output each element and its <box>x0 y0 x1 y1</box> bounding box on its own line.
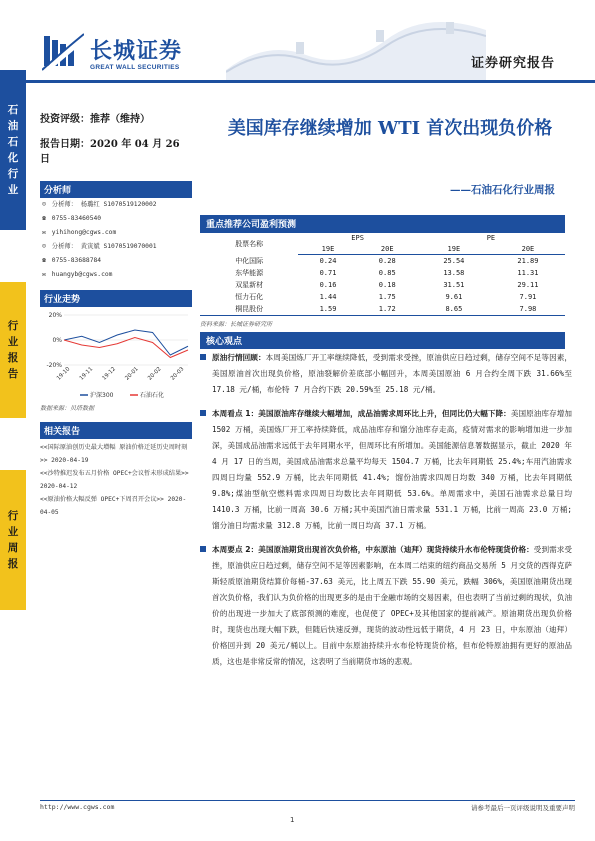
x-tick-label: 20-02 <box>147 366 163 382</box>
related-report-link[interactable]: <<原油价格大幅反弹 OPEC+下周召开会议>> 2020-04-05 <box>40 496 187 516</box>
earnings-forecast-source: 资料来源：长城证券研究所 <box>200 320 273 328</box>
legend-label: 石油石化 <box>140 392 165 399</box>
industry-trend-chart <box>40 309 192 401</box>
stock-name-cell: 中化国际 <box>235 256 264 265</box>
footer-divider <box>40 800 575 801</box>
sidebar-industry-char: 石 <box>7 136 19 148</box>
value-cell: 0.85 <box>378 268 396 277</box>
earnings-forecast-section <box>200 215 565 328</box>
value-cell: 8.65 <box>417 303 491 316</box>
col-year: 19E <box>417 244 491 255</box>
x-tick-label: 20-01 <box>124 366 140 382</box>
analyst-text: 0755-83460540 <box>51 215 102 222</box>
col-year: 19E <box>298 244 357 255</box>
sidebar-weekly-char: 周 <box>7 542 19 554</box>
value-cell: 1.75 <box>378 292 396 301</box>
x-tick-label: 19-11 <box>78 366 95 382</box>
analyst-row <box>40 198 190 212</box>
logo-icon <box>42 32 84 74</box>
table-row <box>200 303 565 316</box>
related-reports-title: 相关报告 <box>40 422 192 439</box>
report-type-label: 证券研究报告 <box>470 56 555 71</box>
value-cell: 11.31 <box>517 268 539 277</box>
analyst-row <box>40 212 190 226</box>
related-reports-list <box>40 441 190 519</box>
sidebar-report-char: 行 <box>7 320 19 332</box>
value-cell: 0.71 <box>319 268 337 277</box>
value-cell: 25.54 <box>443 256 465 265</box>
stock-name-cell: 双星新材 <box>235 280 264 289</box>
sidebar-weekly-char: 报 <box>7 558 19 570</box>
core-view-paragraph <box>212 542 572 670</box>
x-tick-label: 20-03 <box>169 366 186 382</box>
stock-name-cell: 桐昆股份 <box>200 303 298 316</box>
value-cell: 29.11 <box>517 280 539 289</box>
square-bullet-icon <box>200 354 206 360</box>
earnings-forecast-table <box>200 232 565 316</box>
paragraph-body: 本周美国炼厂开工率继续降低，受到需求受挫，原油供应日趋过剩，储存空间不足等因素，美国原油首次出现负价格，原油裂解价差底部小幅回升，本周美国原油 6 月合约全周下跌 31.66%至 17.18 元/桶，布伦特 7 月合约下跌 20.59%至 25.18 元/桶。 <box>212 353 573 394</box>
x-tick-label: 19-10 <box>55 366 72 382</box>
sidebar-industry-char: 化 <box>7 152 19 164</box>
analyst-text: 分析师： 黄寅斌 S1070519070001 <box>51 243 157 250</box>
analyst-row <box>40 240 190 254</box>
logo-chinese: 长城证券 <box>90 38 183 64</box>
investment-rating: 投资评级：推荐（维持） <box>40 114 150 125</box>
core-views-title: 核心观点 <box>200 332 565 349</box>
value-cell: 0.16 <box>319 280 337 289</box>
left-info-column <box>40 110 190 519</box>
header-divider <box>26 80 595 83</box>
paragraph-body: 美国原油库存增加 1502 万桶，美国炼厂开工率持续降低，成品油库存和馏分油库存走高，疫情对需求的影响增加进一步加深，美国成品油需求远低于去年同期水平，但周环比有所增加。美国能源信息署数据显示，截止 2020 年 4 月 17 日的当周，美国成品油需求总量平均每天 1504.7 万桶，比去年同期低 25.4%;车用汽油需求四周日均量 552.9 万桶，比去年同期低 41.4%; 馏份油需求四周日均数 340 万桶，比去年同期低 9.8%;煤油型航空燃料需求四周日均数比去年同期低 53.6%。单周需求中，美国石油需求总量日均 1410.3 万桶，比前一周高 30.6 万桶;其中美国汽油日需求量 531.1 万桶，比前一周高 23.0 万桶;馏分油日均需求量 312.8 万桶，比前一周日均高 37.1 万桶。 <box>212 409 572 530</box>
value-cell: 21.89 <box>517 256 539 265</box>
series-line-hs300 <box>64 330 188 355</box>
table-row <box>200 291 565 303</box>
paragraph-body: 受到需求受挫，原油供应日趋过剩，储存空间不足等因素影响，在本周二结束的纽约商品交易所 5 月交货的西得克萨斯轻质原油期货结算价每桶-37.63 美元，比上周五下跌 55.90 美元，跌幅 306%，美国原油期货出现首次负价格，我们认为负价格的出现更多的是由于金融市场的交易因素，但也表明了当前过剩的现状，负油价的出现进一步加大了底部预测的难度，也促使了 OPEC+及其他国家的提前减产。原油期货出现负价格时，现货也出现大幅下跌，但随后快速反弹，现货的波动性远低于期货，4 月 23 日，中东原油（迪拜）价格回升到 20 美元/桶以上。目前中东原油持续升水布伦特现货价格，但布伦特原油拥有更好的原油品质，这也是非常反常的情况，这表明了当前期货市场的悲观。 <box>212 545 572 666</box>
sidebar-industry-char: 行 <box>7 168 19 180</box>
stock-name-cell: 恒力石化 <box>235 292 264 301</box>
trend-chart-source: 数据来源：贝塔数据 <box>40 405 95 412</box>
report-date: 报告日期：2020 年 04 月 26 日 <box>40 139 180 165</box>
sidebar-weekly-tag <box>0 470 26 610</box>
table-row <box>200 267 565 279</box>
sidebar-industry-char: 油 <box>7 120 19 132</box>
sidebar-report-char: 业 <box>7 336 19 348</box>
related-report-link[interactable]: <<沙特推迟发布五月价格 OPEC+会议暂未形成结果>> 2020-04-12 <box>40 470 189 490</box>
value-cell: 0.18 <box>378 280 396 289</box>
page-header <box>26 0 595 108</box>
email-icon: ✉ <box>42 229 46 236</box>
analyst-section-title: 分析师 <box>40 181 192 198</box>
value-cell: 1.59 <box>298 303 357 316</box>
core-views-body <box>212 350 572 678</box>
earnings-forecast-title: 重点推荐公司盈利预测 <box>200 215 565 232</box>
brand-logo <box>42 32 212 92</box>
great-wall-illustration <box>226 10 486 80</box>
logo-english: GREAT WALL SECURITIES <box>90 64 180 71</box>
sidebar-report-tag <box>0 282 26 418</box>
analyst-text: 分析师： 杨璐红 S1070519120002 <box>51 201 157 208</box>
report-subtitle: ——石油石化行业周报 <box>450 184 555 196</box>
analyst-row <box>40 226 190 240</box>
value-cell: 0.24 <box>319 256 337 265</box>
trend-section-title: 行业走势 <box>40 290 192 307</box>
sidebar-industry-char: 业 <box>7 184 19 196</box>
sidebar-report-char: 报 <box>7 352 19 364</box>
analyst-list <box>40 198 190 282</box>
core-view-paragraph <box>212 350 572 398</box>
footer-url[interactable]: http://www.cgws.com <box>40 803 115 811</box>
person-icon: ☺ <box>42 243 46 250</box>
y-tick-label: -20% <box>46 362 62 369</box>
analyst-row <box>40 254 190 268</box>
col-pe: PE <box>417 233 565 244</box>
value-cell: 31.51 <box>443 280 465 289</box>
value-cell: 9.61 <box>445 292 463 301</box>
analyst-text[interactable]: huangyb@cgws.com <box>51 271 113 278</box>
paragraph-lead: 本周看点 1：美国原油库存继续大幅增加，成品油需求周环比上升，但同比仍大幅下降： <box>212 409 511 418</box>
table-row <box>200 279 565 291</box>
sidebar-industry-char: 石 <box>7 104 19 116</box>
y-tick-label: 20% <box>48 312 62 319</box>
col-eps: EPS <box>298 233 416 244</box>
sidebar-weekly-char: 行 <box>7 510 19 522</box>
page-number: 1 <box>290 816 295 824</box>
square-bullet-icon <box>200 410 206 416</box>
sidebar-report-char: 告 <box>7 368 19 380</box>
table-row <box>200 255 565 267</box>
legend-label: 沪深300 <box>90 392 114 399</box>
stock-name-cell: 东华能源 <box>235 268 264 277</box>
report-title: 美国库存继续增加 WTI 首次出现负价格 <box>227 118 553 139</box>
value-cell: 1.44 <box>319 292 337 301</box>
col-year: 20E <box>491 244 565 255</box>
value-cell: 1.72 <box>358 303 417 316</box>
y-tick-label: 0% <box>52 337 62 344</box>
analyst-text[interactable]: yihihong@cgws.com <box>51 229 117 236</box>
sidebar-industry-tag <box>0 70 26 230</box>
phone-icon: ☎ <box>42 257 46 264</box>
analyst-row <box>40 268 190 282</box>
footer-disclaimer-note: 请参考最后一页评级说明及重要声明 <box>471 804 575 812</box>
col-year: 20E <box>358 244 417 255</box>
col-stock-name: 股票名称 <box>200 233 298 255</box>
email-icon: ✉ <box>42 271 46 278</box>
sidebar-weekly-char: 业 <box>7 526 19 538</box>
paragraph-lead: 本周要点 2：美国原油期货出现首次负价格，中东原油（迪拜）现货持续升水布伦特现货价格： <box>212 545 534 554</box>
core-view-paragraph <box>212 406 572 534</box>
person-icon: ☺ <box>42 201 46 208</box>
square-bullet-icon <box>200 546 206 552</box>
x-tick-label: 19-12 <box>101 366 118 382</box>
value-cell: 7.98 <box>491 303 565 316</box>
analyst-text: 0755-83688784 <box>51 257 102 264</box>
value-cell: 0.28 <box>378 256 396 265</box>
paragraph-lead: 原油行情回顾： <box>212 353 266 362</box>
value-cell: 13.58 <box>443 268 465 277</box>
phone-icon: ☎ <box>42 215 46 222</box>
value-cell: 7.91 <box>519 292 537 301</box>
related-report-link[interactable]: <<国际原油创历史最大增幅 原油价格迁延历史周时刻>> 2020-04-19 <box>40 444 188 464</box>
